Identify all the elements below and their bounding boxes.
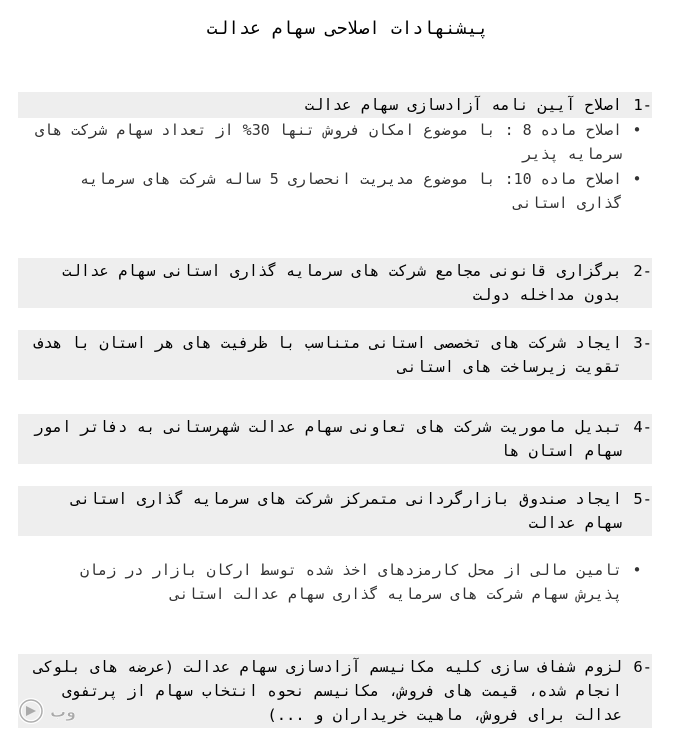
bullet-text: اصلاح ماده 8 : با موضوع امکان فروش تنها 30% از تعداد سهام شرکت های سرمایه پذیر [34,121,622,163]
section-4 [18,414,652,464]
section-3 [18,330,652,380]
section-2 [18,258,652,308]
bullet-icon: • [632,170,642,188]
section-heading: اصلاح آیین نامه آزادسازی سهام عدالت [304,96,622,114]
section-number: 1- [633,96,652,114]
section-heading: تبدیل ماموریت شرکت های تعاونی سهام عدالت شهرستانی به دفاتر امور سهام استان ها [34,418,622,460]
section-6 [18,654,652,728]
section-5 [18,486,652,536]
section-number: 3- [633,334,652,352]
bullet-item [18,118,652,166]
section-number: 6- [633,658,652,676]
section-number: 2- [633,262,652,280]
bullet-text: تامین مالی از محل کارمزدهای اخذ شده توسط ارکان بازار در زمان پذیرش سهام شرکت های سرمایه گذاری سهام عدالت استانی [80,561,622,603]
bullet-item [18,167,652,215]
section-heading: ایجاد شرکت های تخصصی استانی متناسب با ظرفیت های هر استان با هدف تقویت زیرساخت های استانی [34,334,622,376]
watermark-logo-icon [14,694,104,728]
section-heading: برگزاری قانونی مجامع شرکت های سرمایه گذاری استانی سهام عدالت بدون مداخله دولت [62,262,622,304]
page-title: پیشنهادات اصلاحی سهام عدالت [206,18,489,39]
section-heading: ایجاد صندوق بازارگردانی متمرکز شرکت های سرمایه گذاری استانی سهام عدالت [71,490,622,532]
bullet-item [18,558,652,606]
bullet-icon: • [632,561,642,579]
section-number: 5- [633,490,652,508]
watermark-text: وب [50,702,77,721]
section-heading: لزوم شفاف سازی کلیه مکانیسم آزادسازی سهام عدالت (عرضه های بلوکی انجام شده، قیمت های فروش، مکانیسم نحوه انتخاب سهام از پرتفوی عدالت برای فروش، ماهیت خریداران و ...) [34,658,622,724]
bullet-text: اصلاح ماده 10: با موضوع مدیریت انحصاری 5 ساله شرکت های سرمایه گذاری استانی [80,170,622,212]
bullet-icon: • [632,121,642,139]
section-number: 4- [633,418,652,436]
section-1 [18,92,652,118]
